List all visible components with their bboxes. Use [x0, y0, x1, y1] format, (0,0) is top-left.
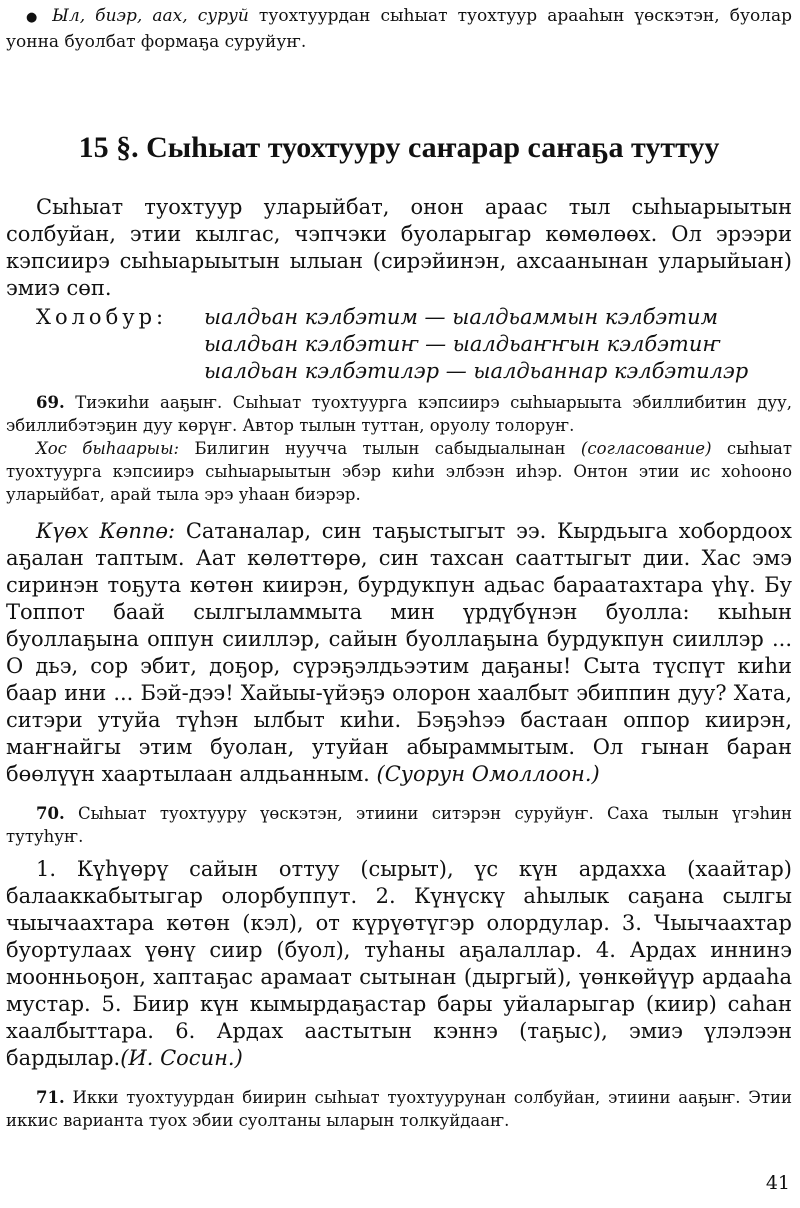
example-label: Холобур: [36, 305, 168, 329]
example-row [6, 358, 792, 385]
exercise-task-text: Сыһыат туохтууру үөскэтэн, этиини ситэрэн суруйуҥ. Саха тылын үгэһин тутуһуҥ. [6, 804, 792, 846]
exercise-69-task [6, 391, 792, 437]
note-label: Хос быһаарыы: [36, 439, 180, 458]
exercise-number: 69. [36, 393, 65, 412]
exercise-task-text: Тиэкиһи ааҕыҥ. Сыһыат туохтуурга кэпсиирэ сыһыарыыта эбиллибитин дуу, эбиллибэтэҕин дуу көрүҥ. Автор тылын туттан, оруолу толоруҥ. [6, 393, 792, 435]
exercise-70-task [6, 802, 792, 848]
note-text: сыһыат туохтуурга кэпсиирэ сыһыарыытын эбэр киһи элбээн иһэр. Онтон этии ис хоһооно уларыйбат, арай тыла эрэ уһаан биэрэр. [6, 439, 792, 504]
quote-source: (Суорун Омоллоон.) [376, 762, 600, 786]
example-line: ыалдьан кэлбэтиҥ — ыалдьаҥҥын кэлбэтиҥ [204, 332, 721, 356]
section-title: 15 §. Сыһыат туохтууру саҥарар саҥаҕа туттуу [78, 131, 720, 164]
exercise-sentences: 1. Күһүөрү сайын оттуу (сырыт), үс күн ардахха (хаайтар) балааккабытыгар олорбуппут. 2. Күнүскү аһылык саҕана сылгы чыычаахтара көтөн (кэл), от күрүөтүгэр олордулар. 3. Чыычаахтар буортулаах үөнү сиир (буол), туһаны аҕалаллар. 4. Ардах иннинэ моонньоҕон, хаптаҕас арамаат сытынан (дыргый), үөнкөйүүр ардааһа мустар. 5. Биир күн кымырдаҕастар бары уйаларыгар (киир) саһан хаалбыттара. 6. Ардах аастытын кэннэ (таҕыс), эмиэ үлэлээн бардылар. [6, 857, 792, 1070]
note-term: (согласование) [580, 439, 712, 458]
page-number: 41 [765, 1172, 790, 1194]
speaker-name: Күөх Көппө: [36, 519, 176, 543]
example-line: ыалдьан кэлбэтим — ыалдьаммын кэлбэтим [204, 305, 719, 329]
rule-paragraph: Сыһыат туохтуур уларыйбат, онон араас тыл сыһыарыытын солбуйан, этии кылгас, чэпчэки буоларыгар көмөлөөх. Ол эрээри кэпсиирэ сыһыарыытын ылыан (сирэйинэн, ахсаанынан уларыйыан) эмиэ сөп. [6, 195, 792, 300]
note-text: Билигин нуучча тылын сабыдыалынан [179, 439, 581, 458]
intro-italic-words: Ыл, биэр, аах, суруй [52, 6, 249, 26]
intro-text: туохтуурдан сыһыат туохтуур арааһын үөскэтэн, буолар уонна буолбат формаҕа суруйуҥ. [6, 6, 792, 52]
bullet-icon: ● [26, 10, 43, 25]
example-row [6, 331, 792, 358]
quote-text: Сатаналар, син таҕыстыгыт ээ. Кырдьыга хобордоох аҕалан таптым. Аат көлөттөрө, син тахсан сааттыгыт дии. Хас эмэ сиринэн тоҕута көтөн киирэн, бурдукпун адьас бараатахтара үһү. Бу Топпот баай сылгыламмыта мин үрдүбүнэн буолла: кыһын буоллаҕына оппун сииллэр, сайын буоллаҕына бурдукпун сииллэр ... О дьэ, сор эбит, доҕор, сүрэҕэлдьээтим даҕаны! Сыта түспүт киһи баар ини ... Бэй-дээ! Хайыы-үйэҕэ олорон хаалбыт эбиппин дуу? Хата, ситэри утуйа түһэн ылбыт киһи. Бэҕэһээ бастаан оппор киирэн, маҥнайгы этим буолан, утуйан абыраммытым. Ол гынан баран бөөлүүн хаартылаан алдьанным. [6, 519, 792, 786]
exercise-task-text: Икки туохтуурдан биирин сыһыат туохтуурунан солбуйан, этиини ааҕыҥ. Этии иккис варианта туох эбии суолтаны ыларын толкуйдааҥ. [6, 1088, 792, 1130]
intro-exercise [6, 4, 792, 54]
exercise-69-note [6, 437, 792, 506]
exercise-number: 71. [36, 1088, 65, 1107]
exercise-number: 70. [36, 804, 65, 823]
example-line: ыалдьан кэлбэтилэр — ыалдьаннар кэлбэтилэр [204, 359, 749, 383]
exercise-70-text [6, 856, 792, 1072]
exercise-69-quote [6, 518, 792, 788]
example-block [6, 304, 792, 385]
exercise-source: (И. Сосин.) [120, 1046, 243, 1070]
example-row [6, 304, 792, 331]
exercise-71-task [6, 1086, 792, 1132]
